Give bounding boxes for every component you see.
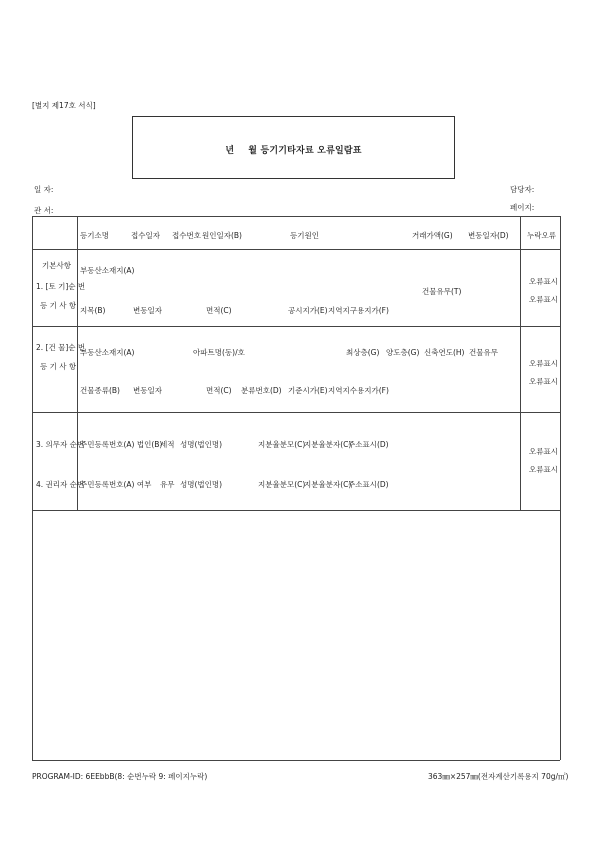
date-label: 일 자:	[34, 185, 54, 194]
sec1-label-bot: 등 기 사 항	[40, 301, 77, 310]
header-missing-error: 누락오류	[527, 231, 556, 240]
sec1-zone-price: 지역지구용지가(F)	[328, 306, 389, 315]
header-approval-date: 원인일자(B)	[202, 231, 242, 240]
table-column-line	[77, 216, 78, 510]
sec1-change-date: 변동일자	[133, 306, 162, 315]
sec2-transfer-floor: 양도층(G)	[386, 348, 420, 357]
sec3-holder-denominator: 지분율분모(C)	[258, 480, 306, 489]
office-label: 관 서:	[34, 206, 54, 215]
sec2-building-type: 건물종류(B)	[80, 386, 120, 395]
sec3-error-1: 오류표시	[529, 447, 558, 456]
sec2-zone-price: 지역지수용지가(F)	[328, 386, 389, 395]
title-box	[132, 116, 455, 179]
sec1-building-exist: 건물유무(T)	[422, 287, 462, 296]
sec1-label-mid: 1. [토 기]순 번	[36, 282, 86, 291]
sec3-obligor-id: 주민등록번호(A) 법인(B)	[80, 440, 163, 449]
sec3-holder-exist: 유무	[160, 480, 175, 489]
page-label: 페이지:	[510, 203, 535, 212]
header-reg-type: 등기소명	[80, 231, 109, 240]
title-year: 년	[225, 146, 235, 156]
sec3-obligor-numerator: 지분율분자(C)	[304, 440, 352, 449]
sec3-obligor-tax: 세적	[160, 440, 175, 449]
sec2-top-floor: 최상층(G)	[346, 348, 380, 357]
sec2-base-price: 기준시가(E)	[288, 386, 328, 395]
table-border-left	[32, 216, 33, 760]
sec1-error-2: 오류표시	[529, 295, 558, 304]
header-trade-price: 거래가액(G)	[412, 231, 453, 240]
sec3-obligor-name: 성명(법인명)	[180, 440, 223, 449]
title-name: 등기기타자료 오류일람표	[260, 146, 362, 156]
sec1-area: 면적(C)	[206, 306, 232, 315]
header-recv-date: 접수일자	[131, 231, 160, 240]
table-divider	[32, 249, 560, 250]
table-divider	[32, 412, 560, 413]
page-title	[133, 143, 454, 156]
sec2-apartment: 아파트명(동)/호	[193, 348, 245, 357]
program-id: PROGRAM-ID: 6EEbbB(8: 순번누락 9: 페이지누락)	[32, 772, 208, 781]
header-reg-cause: 등기원인	[290, 231, 319, 240]
sec1-official-price: 공시지가(E)	[288, 306, 328, 315]
sec3-holder-name: 성명(법인명)	[180, 480, 223, 489]
sec3-holder-label: 4. 권리자 순번	[36, 480, 85, 489]
paper-spec: 363㎜×257㎜(전자계산기록용지 70g/㎡)	[428, 772, 569, 781]
title-month: 월	[248, 146, 258, 156]
table-border-top	[32, 216, 560, 217]
sec1-error-1: 오류표시	[529, 277, 558, 286]
sec3-error-2: 오류표시	[529, 465, 558, 474]
sec3-holder-numerator: 지분율분자(C)	[304, 480, 352, 489]
header-recv-no: 접수번호	[172, 231, 201, 240]
table-divider	[32, 326, 560, 327]
table-divider	[32, 510, 560, 511]
table-border-bottom	[32, 760, 560, 761]
sec2-label-mid: 2. [건 물]순 번	[36, 343, 86, 352]
sec2-built-year: 신축연도(H)	[424, 348, 465, 357]
sec2-building-exist: 건물유무	[469, 348, 498, 357]
sec2-error-1: 오류표시	[529, 359, 558, 368]
sec2-change-date: 변동일자	[133, 386, 162, 395]
sec2-location: 부동산소재지(A)	[80, 348, 135, 357]
sec2-class-no: 분류번호(D)	[241, 386, 282, 395]
table-border-right	[560, 216, 561, 760]
sec3-obligor-label: 3. 의무자 순번	[36, 440, 85, 449]
sec2-error-2: 오류표시	[529, 377, 558, 386]
sec3-holder-id: 주민등록번호(A) 여부	[80, 480, 152, 489]
sec1-location: 부동산소재지(A)	[80, 266, 135, 275]
sec1-label-top: 기본사항	[42, 261, 71, 270]
header-change-date: 변동일자(D)	[468, 231, 509, 240]
sec3-holder-address: 주소표시(D)	[348, 480, 389, 489]
form-number: [별지 제17호 서식]	[32, 101, 96, 110]
table-column-line	[520, 216, 521, 510]
sec2-area: 면적(C)	[206, 386, 232, 395]
sec3-obligor-address: 주소표시(D)	[348, 440, 389, 449]
officer-label: 담당자:	[510, 185, 535, 194]
sec3-obligor-denominator: 지분율분모(C)	[258, 440, 306, 449]
sec2-label-bot: 등 기 사 항	[40, 362, 77, 371]
sec1-land-category: 지목(B)	[80, 306, 106, 315]
